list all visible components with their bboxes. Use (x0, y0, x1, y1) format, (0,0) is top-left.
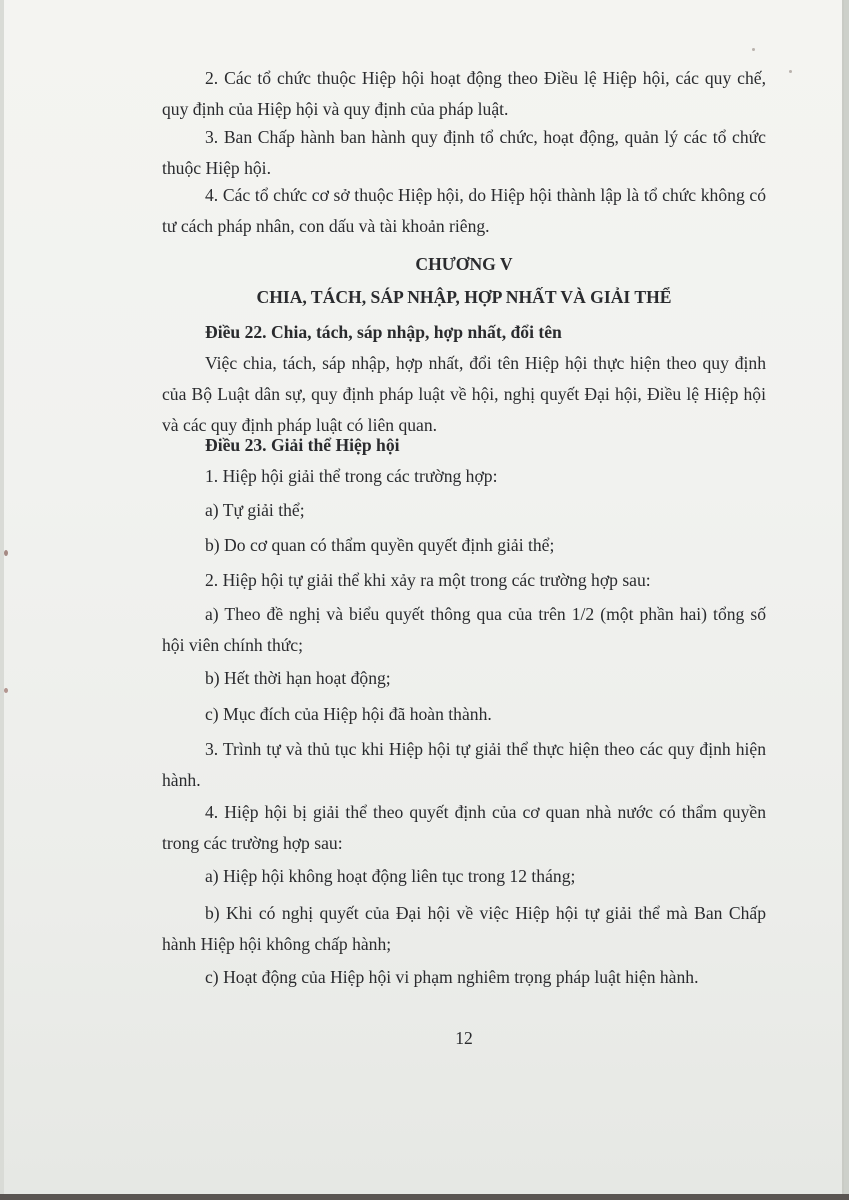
paper-speck (752, 48, 755, 51)
clause-1b: b) Do cơ quan có thẩm quyền quyết định giải thể; (205, 535, 555, 555)
paper-speck (4, 688, 8, 693)
clause-4a: a) Hiệp hội không hoạt động liên tục trong 12 tháng; (205, 866, 576, 886)
chapter-title: CHIA, TÁCH, SÁP NHẬP, HỢP NHẤT VÀ GIẢI THỂ (256, 287, 672, 307)
page-edge-right (844, 0, 849, 1200)
page-number: 12 (455, 1028, 473, 1048)
clause-1: 1. Hiệp hội giải thể trong các trường hợp: (205, 466, 498, 486)
paper-speck (4, 550, 8, 556)
page-edge-bottom (0, 1194, 849, 1200)
article-22-body: Việc chia, tách, sáp nhập, hợp nhất, đổi tên Hiệp hội thực hiện theo quy định của Bộ Luật dân sự, quy định pháp luật về hội, nghị quyết Đại hội, Điều lệ Hiệp hội và các quy định pháp luật có liên quan. (162, 353, 766, 435)
chapter-number: CHƯƠNG V (415, 254, 513, 274)
clause-4: 4. Hiệp hội bị giải thể theo quyết định của cơ quan nhà nước có thẩm quyền trong các trường hợp sau: (162, 802, 766, 853)
document-page (4, 0, 842, 1196)
paper-speck (789, 70, 792, 73)
paragraph-exec-committee: 3. Ban Chấp hành ban hành quy định tổ chức, hoạt động, quản lý các tổ chức thuộc Hiệp hội. (162, 127, 766, 178)
paragraph-base-organizations: 4. Các tổ chức cơ sở thuộc Hiệp hội, do Hiệp hội thành lập là tổ chức không có tư cách pháp nhân, con dấu và tài khoản riêng. (162, 185, 766, 236)
clause-2: 2. Hiệp hội tự giải thể khi xảy ra một trong các trường hợp sau: (205, 570, 651, 590)
clause-4b: b) Khi có nghị quyết của Đại hội về việc Hiệp hội tự giải thể mà Ban Chấp hành Hiệp hội không chấp hành; (162, 903, 766, 954)
article-23-heading: Điều 23. Giải thể Hiệp hội (205, 435, 400, 455)
article-22-heading: Điều 22. Chia, tách, sáp nhập, hợp nhất, đổi tên (205, 322, 562, 342)
clause-2b: b) Hết thời hạn hoạt động; (205, 668, 391, 688)
paragraph-org-operation: 2. Các tổ chức thuộc Hiệp hội hoạt động theo Điều lệ Hiệp hội, các quy chế, quy định của Hiệp hội và quy định của pháp luật. (162, 68, 766, 119)
clause-4c: c) Hoạt động của Hiệp hội vi phạm nghiêm trọng pháp luật hiện hành. (205, 967, 699, 987)
clause-1a: a) Tự giải thể; (205, 500, 305, 520)
clause-2c: c) Mục đích của Hiệp hội đã hoàn thành. (205, 704, 492, 724)
clause-2a: a) Theo đề nghị và biểu quyết thông qua của trên 1/2 (một phần hai) tổng số hội viên chính thức; (162, 604, 766, 655)
clause-3: 3. Trình tự và thủ tục khi Hiệp hội tự giải thể thực hiện theo các quy định hiện hành. (162, 739, 766, 790)
